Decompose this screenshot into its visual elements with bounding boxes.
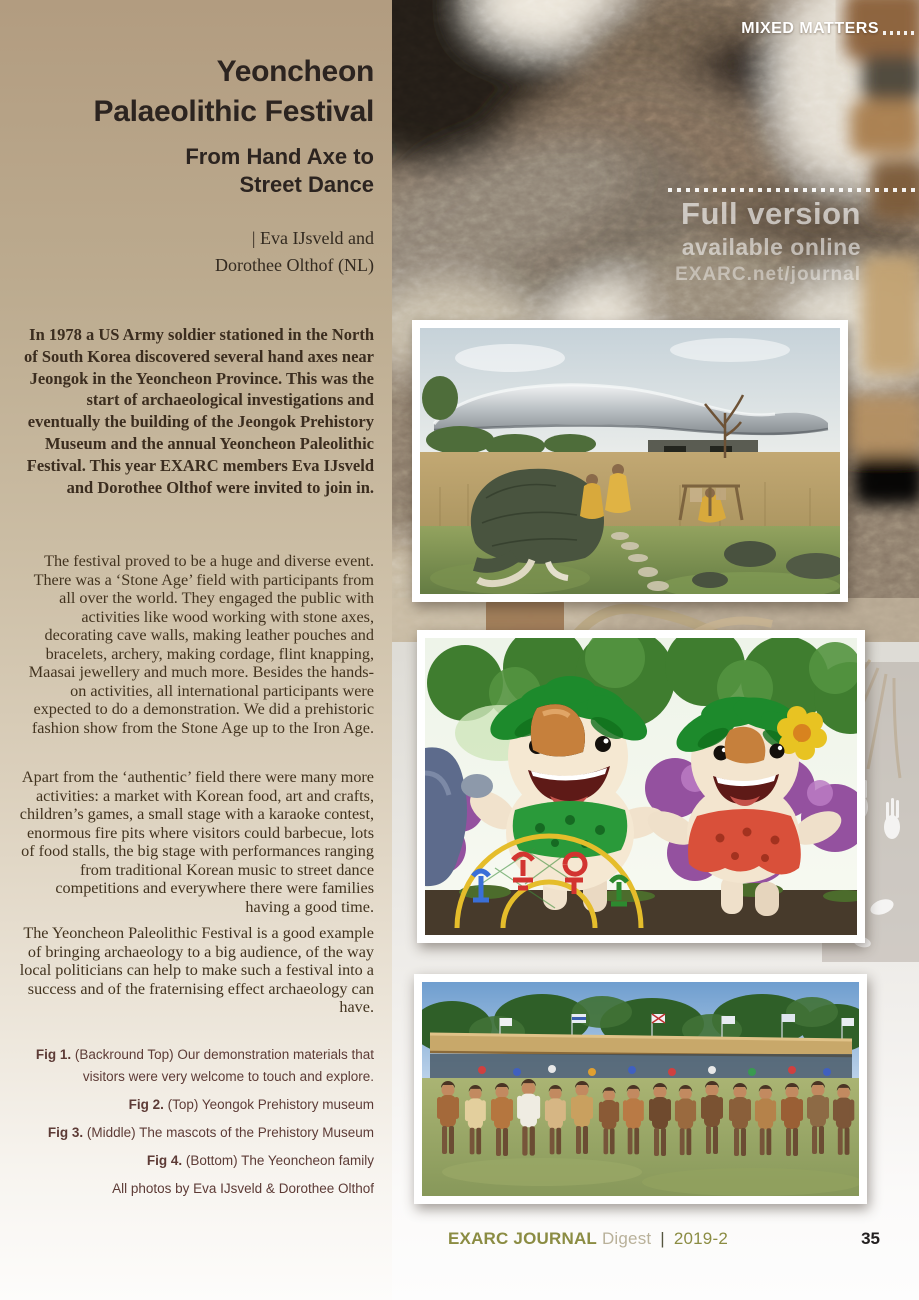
footer: [448, 1229, 728, 1249]
online-notice-line1: Full version: [681, 196, 861, 231]
title-line2: Palaeolithic Festival: [93, 95, 374, 128]
caption-credits: [14, 1178, 374, 1200]
footer-issue: 2019-2: [673, 1229, 728, 1248]
caption-fig3: [14, 1122, 374, 1144]
byline: [14, 225, 374, 279]
page-number: 35: [861, 1229, 880, 1248]
online-notice-line2: available online: [681, 233, 861, 260]
article-title: [14, 52, 374, 132]
article-subtitle: [14, 143, 374, 199]
caption-fig1-text: (Backround Top) Our demonstration materials that visitors were very welcome to touch and explore.: [71, 1047, 374, 1084]
intro-paragraph: In 1978 a US Army soldier stationed in the North of South Korea discovered several hand axes near Jeongok in the Yeoncheon Province. This was the start of archaeological investigations and eventually the building of the Jeongok Prehistory Museum and the annual Yeoncheon Paleolithic Festival. This year EXARC members Eva IJsveld and Dorothee Olthof were invited to join in.: [23, 325, 374, 497]
byline-line1: | Eva IJsveld and: [251, 228, 374, 248]
subtitle-line2: Street Dance: [239, 172, 374, 197]
caption-credits-text: All photos by Eva IJsveld & Dorothee Olthof: [112, 1181, 374, 1196]
caption-fig2-label: Fig 2.: [128, 1097, 164, 1112]
caption-fig4-text: (Bottom) The Yeoncheon family: [182, 1153, 374, 1168]
online-notice-url: EXARC.net/journal: [675, 264, 861, 286]
caption-fig4: [14, 1150, 374, 1172]
caption-fig4-label: Fig 4.: [146, 1153, 183, 1168]
caption-fig3-label: Fig 3.: [47, 1125, 84, 1140]
caption-fig1-label: Fig 1.: [35, 1047, 72, 1062]
footer-journal-name: EXARC JOURNAL: [448, 1229, 598, 1248]
figure-captions: [14, 1044, 374, 1206]
caption-fig2-text: (Top) Yeongok Prehistory museum: [163, 1097, 374, 1112]
body-paragraph-1: The festival proved to be a huge and diverse event. There was a ‘Stone Age’ field with participants from all over the world. They engaged the public with activities like wood working with stone axes, decorating cave walls, making leather pouches and bracelets, archery, making cordage, flint knapping, Maasai jewellery and much more. Besides the hands-on activities, all international participants were expected to do a demonstration. We did a prehistoric fashion show from the Stone Age up to the Iron Age.: [28, 552, 374, 737]
footer-edition: Digest: [601, 1229, 652, 1248]
caption-fig3-text: (Middle) The mascots of the Prehistory Museum: [83, 1125, 374, 1140]
footer-separator: |: [660, 1229, 665, 1248]
subtitle-line1: From Hand Axe to: [185, 144, 374, 169]
caption-fig1: [14, 1044, 374, 1088]
photo-yeoncheon-family: [414, 974, 867, 1204]
photo-museum: [412, 320, 848, 602]
online-version-notice: [675, 198, 861, 285]
byline-line2: Dorothee Olthof (NL): [215, 255, 374, 275]
photo-mascots: [417, 630, 865, 943]
body-paragraph-3: The Yeoncheon Paleolithic Festival is a good example of bringing archaeology to a big audience, of the way local politicians can help to make such a festival into a success and of the fraternising effect archaeology can have.: [19, 924, 374, 1016]
section-label: MIXED MATTERS: [741, 20, 879, 37]
body-paragraph-2: Apart from the ‘authentic’ field there were many more activities: a market with Korean food, art and crafts, children’s games, a small stage with a karaoke contest, enormous fire pits where visitors could barbecue, lots of food stalls, the big stage with performances ranging from traditional Korean music to street dance competitions and everywhere there were families having a good time.: [19, 768, 374, 916]
dotted-divider: [668, 188, 919, 192]
title-line1: Yeoncheon: [216, 55, 374, 88]
section-label-dots: [883, 31, 917, 35]
caption-fig2: [14, 1094, 374, 1116]
